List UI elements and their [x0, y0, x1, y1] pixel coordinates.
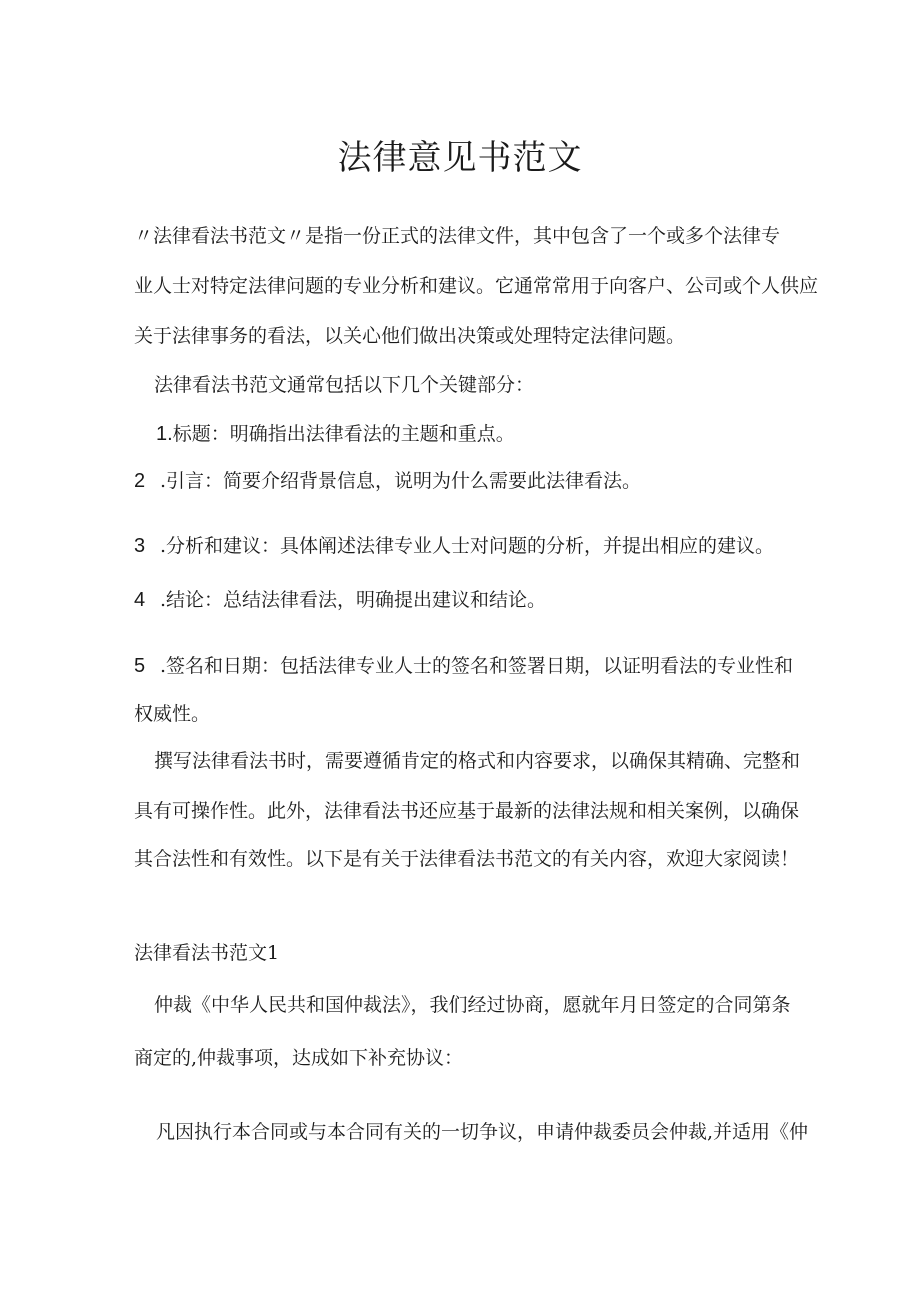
list-item-number: 3 [134, 535, 146, 557]
list-item [134, 467, 641, 495]
intro-line-2: 业人士对特定法律问题的专业分析和建议。它通常常用于向客户、公司或个人供应 [134, 275, 819, 297]
list-item-number: 1. [156, 423, 173, 445]
list-item-text: .引言：简要介绍背景信息，说明为什么需要此法律看法。 [160, 470, 642, 492]
list-item-number: 5 [134, 655, 146, 677]
writing-line-3: 其合法性和有效性。以下是有关于法律看法书范文的有关内容，欢迎大家阅读！ [134, 848, 800, 870]
writing-line-1: 撰写法律看法书时，需要遵循肯定的格式和内容要求，以确保其精确、完整和 [154, 750, 801, 772]
section-heading: 法律看法书范文1 [134, 942, 280, 964]
sample-line-1: 仲裁《中华人民共和国仲裁法》，我们经过协商，愿就年月日签定的合同第条 [154, 994, 791, 1016]
sample-line-3: 凡因执行本合同或与本合同有关的一切争议，申请仲裁委员会仲裁,并适用《仲 [156, 1121, 809, 1143]
list-item [134, 652, 793, 680]
writing-line-2: 具有可操作性。此外，法律看法书还应基于最新的法律法规和相关案例，以确保 [134, 800, 800, 822]
list-item [156, 420, 515, 448]
list-item-text: .分析和建议：具体阐述法律专业人士对问题的分析，并提出相应的建议。 [160, 535, 775, 557]
list-item-text: 标题：明确指出法律看法的主题和重点。 [172, 423, 515, 445]
list-item-text: .签名和日期：包括法律专业人士的签名和签署日期，以证明看法的专业性和 [160, 655, 794, 677]
list-item [134, 586, 546, 614]
intro-line-3: 关于法律事务的看法，以关心他们做出决策或处理特定法律问题。 [134, 325, 686, 347]
sample-line-2: 商定的,仲裁事项，达成如下补充协议： [134, 1047, 464, 1069]
list-item-continuation: 权威性。 [134, 703, 211, 725]
document-title: 法律意见书范文 [337, 138, 583, 178]
intro-line-1: 〃法律看法书范文〃是指一份正式的法律文件，其中包含了一个或多个法律专 [134, 225, 781, 247]
parts-heading: 法律看法书范文通常包括以下几个关键部分： [154, 374, 535, 396]
list-item [134, 532, 774, 560]
list-item-text: .结论：总结法律看法，明确提出建议和结论。 [160, 589, 547, 611]
list-item-number: 4 [134, 589, 146, 611]
list-item-number: 2 [134, 470, 146, 492]
